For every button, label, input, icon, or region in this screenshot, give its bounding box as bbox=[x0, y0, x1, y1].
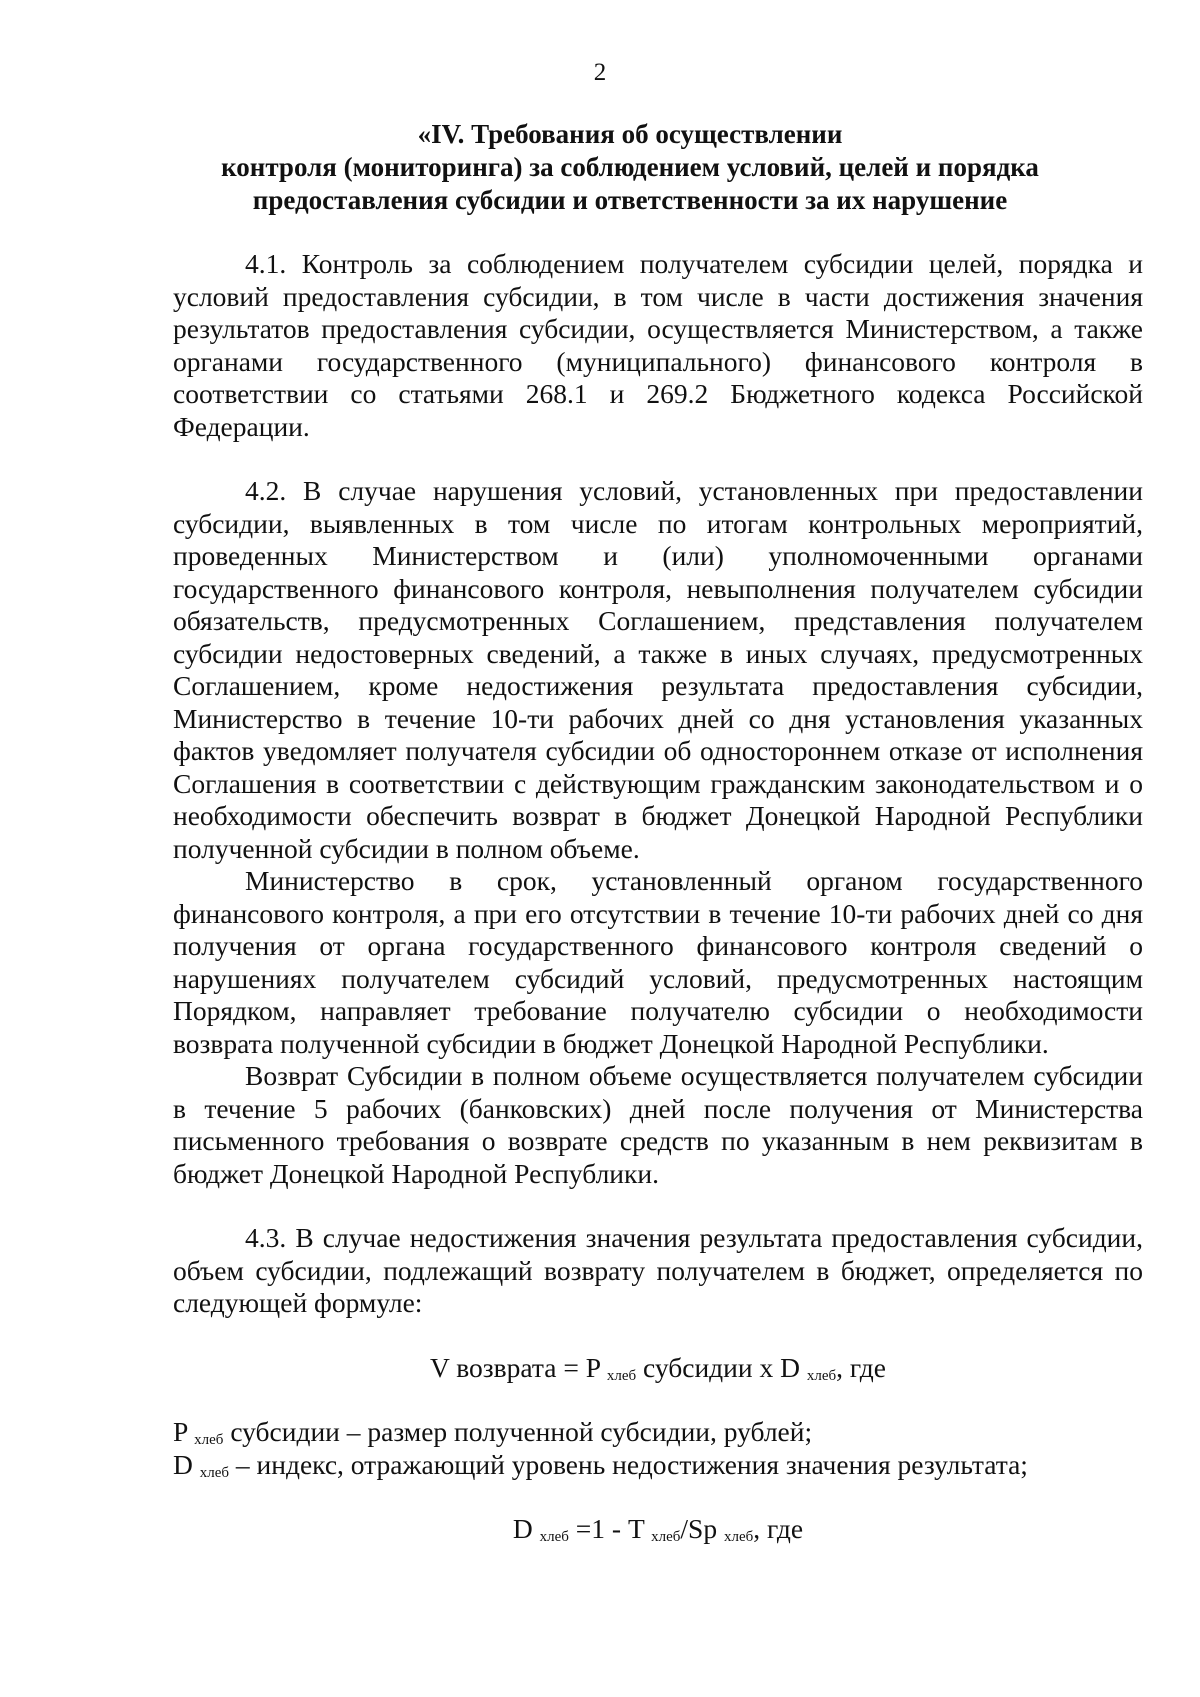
document-body bbox=[173, 248, 1143, 1546]
paragraph-4-3: 4.3. В случае недостижения значения результата предоставления субсидии, объем субсидии, подлежащий возврату получателем в бюджет, определяется по следующей формуле: bbox=[173, 1222, 1143, 1318]
refund-formula: V возврата = P $_{хлеб}$ субсидии x D $_{хлеб}$, где bbox=[430, 1351, 886, 1384]
heading-line-2: контроля (мониторинга) за соблюдением условий, целей и порядка bbox=[221, 152, 1039, 182]
paragraph-4-1: 4.1. Контроль за соблюдением получателем субсидии целей, порядка и условий предоставления субсидии, в том числе в части достижения значения результатов предоставления субсидии, осуществляется Министерством, а также органами государственного (муниципального) финансового контроля в соответствии со статьями 268.1 и 269.2 Бюджетного кодекса Российской Федерации. bbox=[173, 248, 1143, 442]
section-heading bbox=[170, 118, 1090, 217]
heading-line-3: предоставления субсидии и ответственности за их нарушение bbox=[252, 185, 1008, 215]
page-number: 2 bbox=[593, 59, 607, 86]
paragraph-4-2-ministry-requirement: Министерство в срок, установленный органом государственного финансового контроля, а при его отсутствии в течение 10-ти рабочих дней со дня получения от органа государственного финансового контроля сведений о нарушениях получателем субсидий условий, предусмотренных настоящим Порядком, направляет требование получателю субсидии о необходимости возврата полученной субсидии в бюджет Донецкой Народной Республики. bbox=[173, 865, 1143, 1059]
paragraph-4-2-refund: Возврат Субсидии в полном объеме осуществляется получателем субсидии в течение 5 рабочих (банковских) дней после получения от Министерства письменного требования о возврате средств по указанным в нем реквизитам в бюджет Донецкой Народной Республики. bbox=[173, 1060, 1143, 1189]
index-formula: D $_{хлеб}$ =1 - T $_{хлеб}$/Sp $_{хлеб}$, где bbox=[512, 1513, 804, 1545]
paragraph-4-2: 4.2. В случае нарушения условий, установленных при предоставлении субсидии, выявленных в том числе по итогам контрольных мероприятий, проведенных Министерством и (или) уполномоченными органами государственного финансового контроля, невыполнения получателем субсидии обязательств, предусмотренных Соглашением, представления получателем субсидии недостоверных сведений, а также в иных случаях, предусмотренных Соглашением, кроме недостижения результата предоставления субсидии, Министерство в течение 10-ти рабочих дней со дня установления указанных фактов уведомляет получателя субсидии об одностороннем отказе от исполнения Соглашения в соответствии с действующим гражданским законодательством и о необходимости обеспечить возврат в бюджет Донецкой Народной Республики полученной субсидии в полном объеме. bbox=[173, 475, 1143, 864]
definition-p: P $_{хлеб}$ субсидии – размер полученной субсидии, рублей; bbox=[173, 1416, 813, 1448]
definition-d: D $_{хлеб}$ – индекс, отражающий уровень недостижения значения результата; bbox=[173, 1448, 1028, 1481]
heading-line-1: «IV. Требования об осуществлении bbox=[417, 119, 843, 149]
